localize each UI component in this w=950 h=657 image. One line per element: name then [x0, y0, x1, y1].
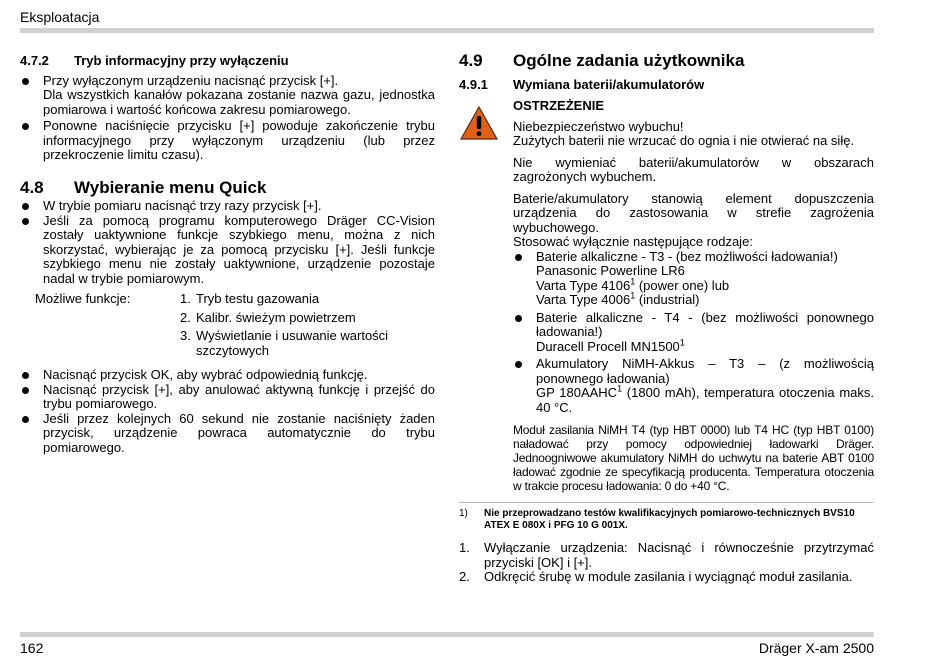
left-column [20, 54, 435, 455]
footer-rule [20, 632, 874, 637]
footnote-ref: 1 [630, 290, 636, 301]
list-item-text: Baterie alkaliczne - T4 - (bez możliwości ponownego ładowania!) [536, 309, 874, 339]
section-title: Ogólne zadania użytkownika [513, 51, 745, 70]
step-text: Odkręcić śrubę w module zasilania i wyciągnąć moduł zasilania. [484, 569, 853, 584]
list-item-text: Przy wyłączonym urządzeniu nacisnąć przycisk [+]. [43, 72, 339, 88]
section-title: Wybieranie menu Quick [74, 177, 267, 197]
charging-paragraph: Moduł zasilania NiMH T4 (typ HBT 0000) lub T4 HC (typ HBT 0100) naładować przy pomocy odpowiedniej ładowarki Dräger. Jednoogniwowe akumulatory NiMH do uchwytu na baterie ABT 0100 ładować zgodnie ze specyfikacją producenta. Temperatura otoczenia w trakcie procesu ładowania: 0 do +40 °C. [513, 423, 874, 493]
list-item-text: Jeśli za pomocą programu komputerowego Dräger CC-Vision zostały uaktywnione funkcje szybkiego menu, można z nich skorzystać, wybierając je za pomocą przycisku [+]. Jeśli funkcje szybkiego menu nie zostały uaktywnione, urządzenie pozostaje nadal w trybie pomiarowym. [43, 212, 435, 286]
section-number: 4.8 [20, 177, 44, 197]
section-number: 4.7.2 [20, 53, 49, 68]
list-item [20, 214, 435, 287]
footnote-ref: 1 [617, 383, 623, 394]
function-number: 1. [180, 291, 191, 306]
steps-list [459, 541, 874, 585]
function-item [180, 329, 416, 358]
section-heading-4-7-2 [20, 54, 435, 69]
functions-list [180, 292, 416, 362]
footnote-number: 1) [459, 508, 468, 519]
section-heading-4-9 [459, 51, 874, 70]
list-item [20, 412, 435, 456]
header-title: Eksploatacja [20, 9, 100, 25]
warning-box [459, 99, 874, 493]
warning-paragraph [513, 120, 874, 149]
list-item [20, 74, 435, 118]
warning-title: OSTRZEŻENIE [513, 98, 605, 113]
bullet-list-4-7-2 [20, 74, 435, 163]
list-item-text: Ponowne naciśnięcie przycisku [+] powoduje zakończenie trybu informacyjnego przy wyłączonym urządzeniu (lub przez przekroczenie limitu czasu). [43, 118, 435, 162]
function-number: 2. [180, 309, 191, 325]
function-text: Tryb testu gazowania [196, 291, 320, 306]
footnote-rule [459, 502, 874, 503]
section-title: Tryb informacyjny przy wyłączeniu [74, 53, 289, 68]
functions-label: Możliwe funkcje: [35, 291, 131, 306]
page-number: 162 [20, 640, 44, 656]
footnote-ref: 1 [630, 276, 636, 287]
warning-paragraph: Stosować wyłącznie następujące rodzaje: [513, 234, 753, 249]
header-rule [20, 28, 874, 33]
list-item-text: W trybie pomiaru nacisnąć trzy razy przycisk [+]. [43, 198, 322, 213]
function-item [180, 292, 416, 307]
battery-types-list [513, 250, 874, 416]
list-item-text: Varta Type 4006$^1$ (industrial) [536, 290, 700, 307]
section-number: 4.9 [459, 51, 483, 70]
warning-icon-cell [459, 99, 513, 493]
warning-text: Zużytych baterii nie wrzucać do ognia i nie otwierać na siłę. [513, 133, 855, 148]
section-title: Wymiana baterii/akumulatorów [513, 76, 705, 92]
list-item-text: Varta Type 4106$^1$ (power one) lub [536, 276, 730, 293]
function-number: 3. [180, 328, 191, 343]
product-name: Dräger X-am 2500 [758, 640, 874, 656]
list-item-text: Jeśli przez kolejnych 60 sekund nie zostanie naciśnięty żaden przycisk, urządzenie powraca automatycznie do trybu pomiarowego. [43, 410, 435, 455]
list-item [513, 250, 874, 308]
footnote [459, 508, 874, 532]
list-item [513, 311, 874, 355]
footnote-ref: 1 [679, 337, 685, 348]
step-item [459, 541, 874, 570]
list-item [513, 357, 874, 415]
right-column [459, 51, 875, 585]
step-item [459, 570, 874, 585]
section-heading-4-8 [20, 177, 435, 197]
function-text: Wyświetlanie i usuwanie wartości szczytowych [196, 328, 389, 358]
function-item [180, 311, 416, 326]
footnote-text: Nie przeprowadzano testów kwalifikacyjnych pomiarowo-technicznych BVS10 ATEX E 080X i PFG 10 G 001X. [484, 508, 855, 531]
list-item-text: Akumulatory NiMH-Akkus – T3 – (z możliwością ponownego ładowania) [536, 356, 874, 386]
list-item-text: Nacisnąć przycisk [+], aby anulować aktywną funkcję i przejść do trybu pomiarowego. [43, 381, 435, 411]
step-number: 1. [459, 540, 470, 555]
step-text: Wyłączanie urządzenia: Nacisnąć i równocześnie przytrzymać przyciski [OK] i [+]. [484, 540, 874, 570]
warning-paragraph: Nie wymieniać baterii/akumulatorów w obszarach zagrożonych wybuchem. [513, 154, 874, 184]
warning-triangle-icon [459, 105, 499, 141]
list-item-text: Panasonic Powerline LR6 [536, 263, 685, 278]
list-item [20, 368, 435, 383]
section-number: 4.9.1 [459, 76, 488, 92]
bullet-list-4-8-actions [20, 368, 435, 455]
list-item [20, 199, 435, 214]
bullet-list-4-8 [20, 199, 435, 286]
warning-content [513, 99, 874, 493]
list-item-text: Baterie alkaliczne - T3 - (bez możliwości ładowania!) [536, 248, 838, 264]
warning-text: Niebezpieczeństwo wybuchu! [513, 118, 684, 134]
list-item-text: Duracell Procell MN1500$^1$ [536, 337, 685, 354]
list-item-text: GP 180AAHC$^1$ (1800 mAh), temperatura otoczenia maks. 40 °C. [536, 383, 875, 415]
warning-paragraph: Baterie/akumulatory stanowią element dopuszczenia urządzenia do zastosowania w strefie zagrożenia wybuchowego. [513, 190, 874, 235]
step-number: 2. [459, 569, 470, 584]
function-text: Kalibr. świeżym powietrzem [196, 309, 356, 325]
functions-table [35, 292, 435, 362]
section-heading-4-9-1 [459, 78, 874, 93]
list-item-text: Dla wszystkich kanałów pokazana zostanie nazwa gazu, jednostka pomiarowa i wartość końcowa zakresu pomiarowego. [43, 87, 435, 117]
list-item [20, 119, 435, 163]
list-item [20, 383, 435, 412]
list-item-text: Nacisnąć przycisk OK, aby wybrać odpowiednią funkcję. [43, 367, 368, 382]
